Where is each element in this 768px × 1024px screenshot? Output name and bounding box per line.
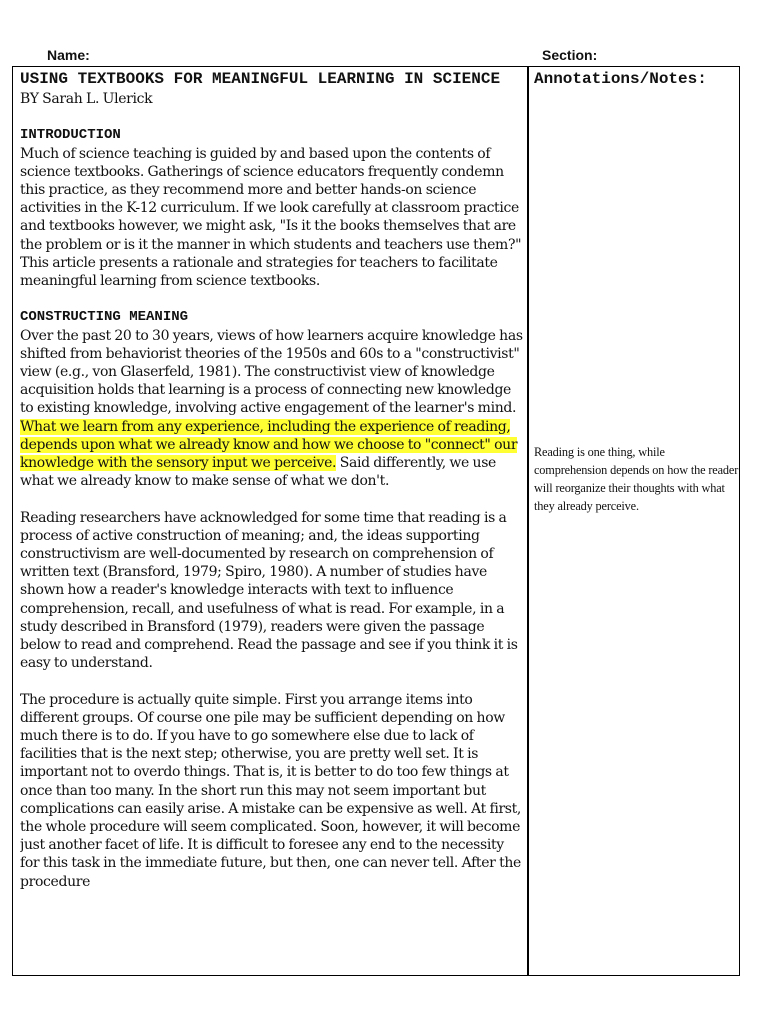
annotations-column bbox=[534, 69, 734, 90]
worksheet-header bbox=[0, 47, 768, 65]
article-column bbox=[20, 69, 526, 975]
highlighted-passage: What we learn from any experience, including the experience of reading, depends upon what we already know and how we choose to "connect" our knowledge with the sensory input we perceive. bbox=[20, 418, 518, 472]
constructing-meaning-heading: CONSTRUCTING MEANING bbox=[20, 309, 189, 326]
name-label: Name: bbox=[47, 47, 90, 63]
section-label: Section: bbox=[542, 47, 598, 63]
constructing-meaning-paragraph bbox=[20, 327, 526, 491]
worksheet-table bbox=[12, 66, 740, 976]
intro-heading: INTRODUCTION bbox=[20, 127, 121, 144]
annotations-title: Annotations/Notes: bbox=[534, 70, 707, 88]
article-author: BY Sarah L. Ulerick bbox=[20, 91, 153, 107]
cm-text-after: Said differently, we use what we already know to make sense of what we don't. bbox=[20, 455, 496, 490]
column-divider bbox=[527, 67, 529, 975]
article-title: USING TEXTBOOKS FOR MEANINGFUL LEARNING IN SCIENCE bbox=[20, 70, 501, 88]
reading-research-paragraph: Reading researchers have acknowledged for some time that reading is a process of active construction of meaning; and, the ideas supporting constructivism are well-documented by research on comprehension of written text (Bransford, 1979; Spiro, 1980). A number of studies have shown how a reader's knowledge interacts with text to influence comprehension, recall, and usefulness of what is read. For example, in a study described in Bransford (1979), readers were given the passage below to read and comprehend. Read the passage and see if you think it is easy to understand. bbox=[20, 509, 518, 672]
cm-text-before: Over the past 20 to 30 years, views of how learners acquire knowledge has shifted from behaviorist theories of the 1950s and 60s to a "constructivist" view (e.g., von Glaserfeld, 1981). The constructivist view of knowledge acquisition holds that learning is a process of connecting new knowledge to existing knowledge, involving active engagement of the learner's mind. bbox=[20, 327, 523, 417]
procedure-paragraph: The procedure is actually quite simple. First you arrange items into different groups. Of course one pile may be sufficient depending on how much there is to do. If you have to go somewhere else due to lack of facilities that is the next step; otherwise, you are pretty well set. It is important not to overdo things. That is, it is better to do too few things at once than too many. In the short run this may not seem important but complications can easily arise. A mistake can be expensive as well. At first, the whole procedure will seem complicated. Soon, however, it will become just another facet of life. It is difficult to foresee any end to the necessity for this task in the immediate future, but then, one can never tell. After the procedure bbox=[20, 691, 522, 890]
annotation-note: Reading is one thing, while comprehension depends on how the reader will reorganize their thoughts with what they already perceive. bbox=[534, 445, 739, 513]
intro-paragraph: Much of science teaching is guided by and based upon the contents of science textbooks. Gatherings of science educators frequently condemn this practice, as they recommend more and better hands-on science activities in the K-12 curriculum. If we look carefully at classroom practice and textbooks however, we might ask, "Is it the books themselves that are the problem or is it the manner in which students and teachers use them?" This article presents a rationale and strategies for teachers to facilitate meaningful learning from science textbooks. bbox=[20, 145, 522, 290]
